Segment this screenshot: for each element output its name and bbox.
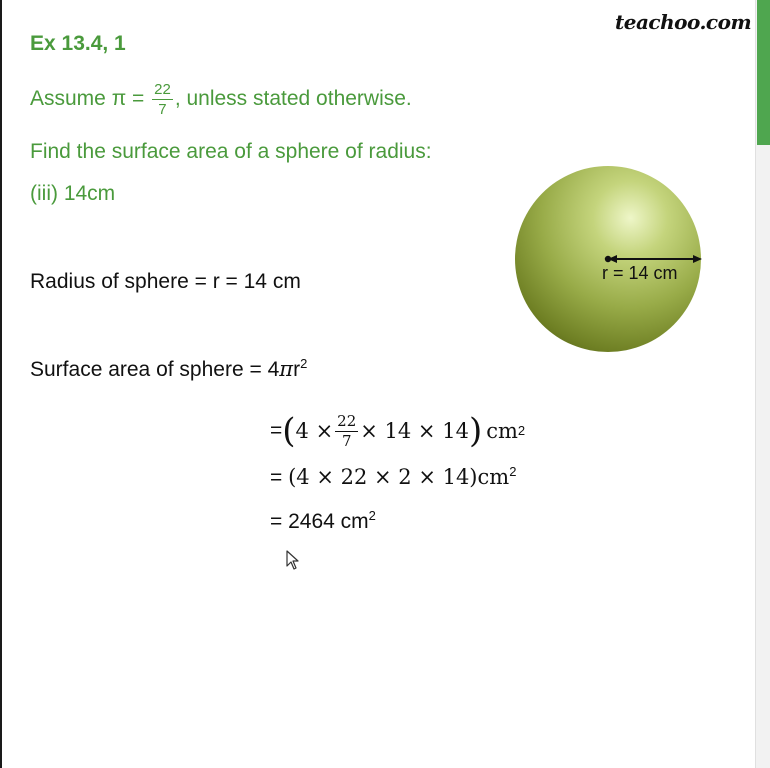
pi-fraction-numerator: 22 [154,81,171,98]
calc-result [270,510,376,534]
teachoo-logo: teachoo.com [615,10,752,34]
mouse-cursor-icon [286,550,300,575]
step1-numerator: 22 [337,411,357,430]
exercise-title: Ex 13.4, 1 [30,32,126,55]
page-left-border [0,0,2,768]
r-symbol: r [293,358,301,381]
step2-exponent: 2 [509,464,517,479]
step2-expression: (4 × 22 × 2 × 14)cm [288,465,510,489]
question-text: Find the surface area of a sphere of radius: [30,140,432,163]
sphere-figure [510,162,710,357]
assume-suffix: , unless stated otherwise. [174,87,412,111]
step1-equals: = [270,419,283,442]
radius-label: r = 14 cm [602,263,678,283]
step1-four: 4 × [295,419,334,443]
step1-rest: × 14 × 14 [360,419,469,443]
vertical-scrollbar[interactable] [755,0,770,768]
result-text: = 2464 cm [270,510,369,533]
step1-unit: cm [486,419,518,443]
pi-fraction [152,82,173,117]
assume-line [30,82,412,117]
calc-step-1: = ( 4 × $\frac{22}{7}$ × 14 × 14 ) cm 2 [270,411,526,451]
step1-open-paren: ( [282,411,296,451]
result-exponent: 2 [368,508,376,523]
pi-fraction-denominator: 7 [158,101,167,118]
pi-symbol: π [279,357,294,381]
assume-prefix: Assume π = [30,87,151,111]
surface-area-formula [30,357,307,382]
surface-area-label: Surface area of sphere = 4 [30,358,280,381]
step2-equals: = [270,466,289,489]
step1-close-paren: ) [468,411,483,451]
step1-denominator: 7 [341,431,352,450]
sphere-illustration [510,162,710,357]
question-part: (iii) 14cm [30,182,116,205]
step1-fraction [335,411,358,450]
radius-statement: Radius of sphere = r = 14 cm [30,270,301,293]
formula-exponent: 2 [300,356,308,371]
calc-step-2 [270,465,516,490]
scrollbar-thumb[interactable] [757,0,770,145]
